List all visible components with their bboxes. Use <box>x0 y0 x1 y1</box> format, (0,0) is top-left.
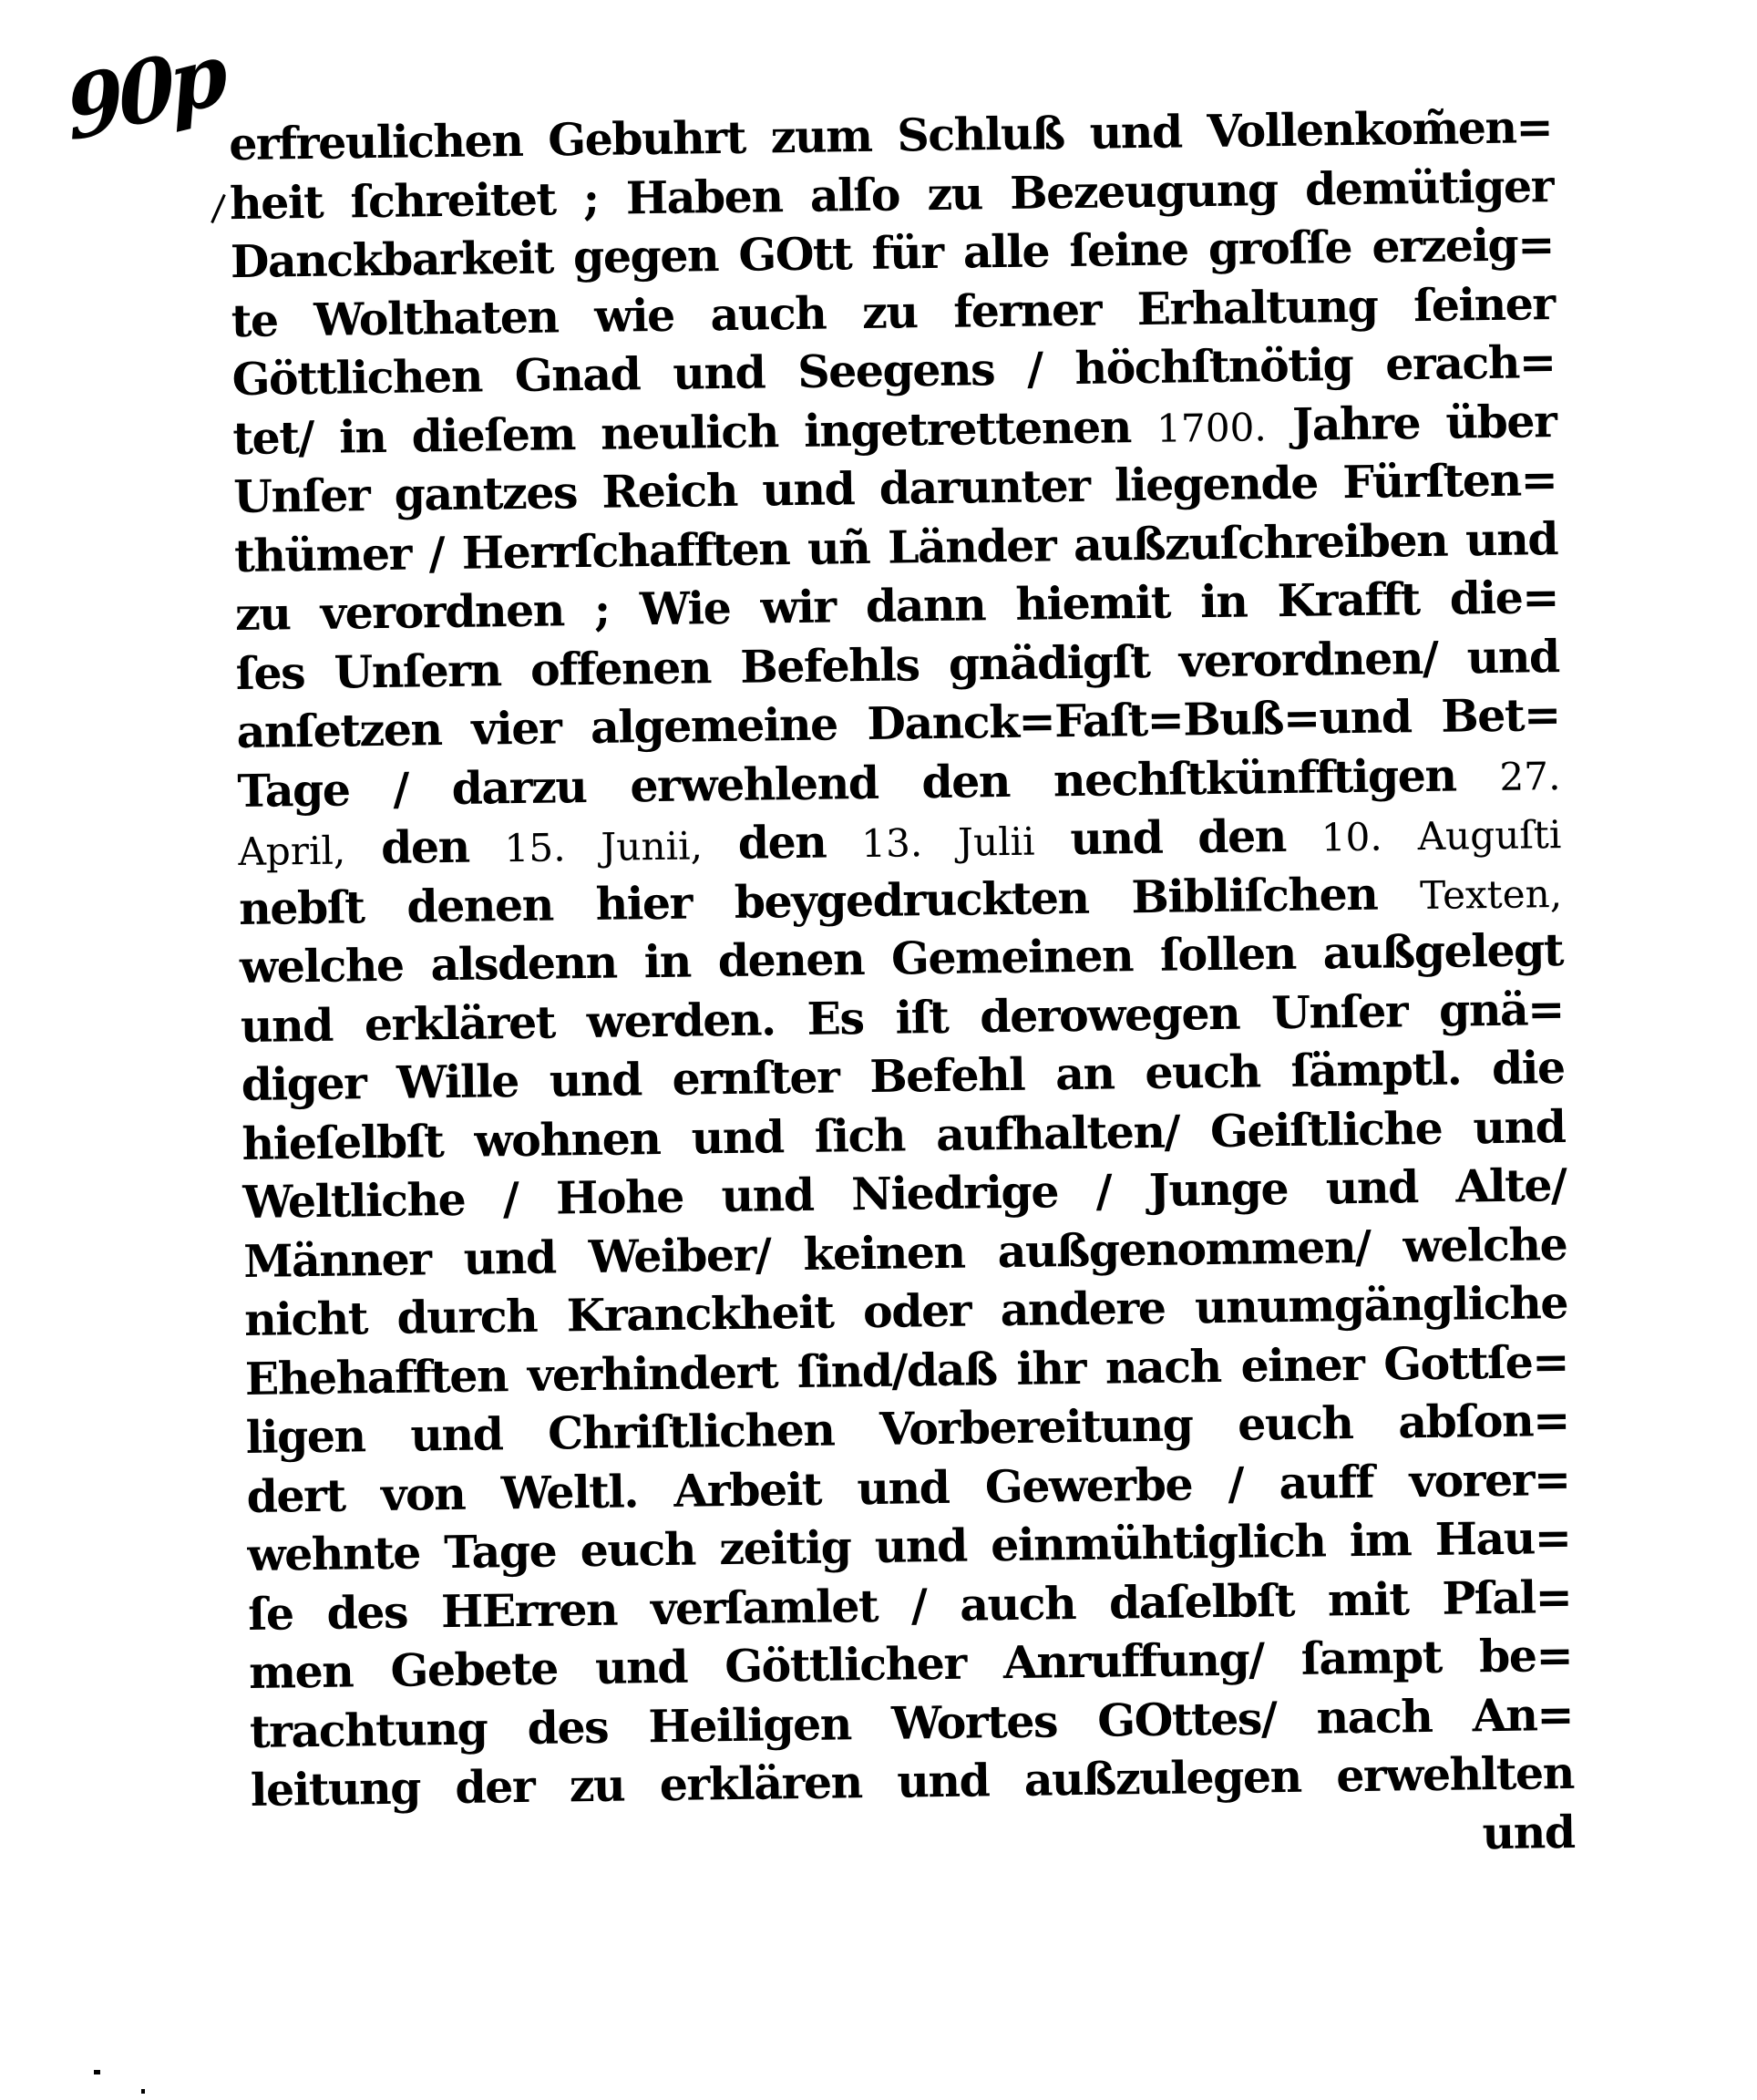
fraktur-text: nicht durch Kranckheit oder andere unumgängliche <box>243 1275 1568 1346</box>
antiqua-text: 15. <box>504 825 566 871</box>
fraktur-text: zu verordnen ; Wie wir dann hiemit in Krafft die= <box>234 571 1559 642</box>
fraktur-text: Göttlichen Gnad und Seegens / höchſtnötig erach= <box>231 335 1556 407</box>
antiqua-text: 13. <box>860 820 923 867</box>
fraktur-text: Danckbarkeit gegen GOtt für alle ſeine groſſe erzeig= <box>230 218 1555 289</box>
antiqua-text: 10. <box>1320 814 1383 860</box>
fraktur-text: anſetzen vier algemeine Danck=Faſt=Buß=und Bet= <box>236 688 1560 759</box>
fraktur-text: dert von Weltl. Arbeit und Gewerbe / auff vorer= <box>246 1452 1570 1523</box>
fraktur-text: Männer und Weiber/ keinen außgenommen/ welche <box>242 1217 1567 1288</box>
fraktur-text: ligen und Chriſtlichen Vorbereitung euch abſon= <box>245 1393 1570 1464</box>
fraktur-text: te Wolthaten wie auch zu ferner Erhaltung ſeiner <box>231 276 1556 347</box>
scan-speck <box>94 2070 100 2074</box>
antiqua-text: April, <box>238 828 346 875</box>
fraktur-text: wehnte Tage euch zeitig und einmühtiglich im Hau= <box>247 1510 1571 1581</box>
antiqua-text: Julii <box>957 818 1035 865</box>
fraktur-text: heit ſchreitet ; Haben alſo zu Bezeugung demütiger <box>229 159 1554 230</box>
fraktur-text: Jahre über <box>1266 394 1557 451</box>
fraktur-text: und den <box>1034 808 1322 866</box>
fraktur-text: leitung der zu erklären und außzulegen erwehlten <box>250 1745 1575 1817</box>
fraktur-text: Ehehafften verhindert ſind/daß ihr nach einer Gottſe= <box>244 1334 1569 1405</box>
fraktur-text: trachtung des Heiligen Wortes GOttes/ nach An= <box>249 1687 1574 1758</box>
fraktur-text <box>1382 808 1418 861</box>
fraktur-text: diger Wille und ernſter Befehl an euch ſämptl. die <box>241 1041 1565 1112</box>
fraktur-text <box>565 818 601 872</box>
text-block <box>229 98 1575 1879</box>
fraktur-text: hieſelbſt wohnen und ſich aufhalten/ Geiſtliche und <box>241 1099 1566 1170</box>
antiqua-text: 27. <box>1499 753 1561 799</box>
fraktur-text: thümer / Herrſchafften uñ Länder außzuſchreiben und <box>233 511 1558 582</box>
antiqua-text: Auguſti <box>1417 812 1562 860</box>
fraktur-text: ſes Unſern offenen Befehls gnädigſt verordnen/ und <box>235 629 1560 700</box>
fraktur-text: Unſer gantzes Reich und darunter liegende Fürſten= <box>232 453 1557 524</box>
antiqua-text: 1700. <box>1156 404 1268 451</box>
fraktur-text: Weltliche / Hohe und Niedrige / Junge und Alte/ <box>242 1158 1567 1229</box>
fraktur-text: men Gebete und Göttlicher Anruffung/ ſampt be= <box>248 1628 1573 1699</box>
fraktur-text: erfreulichen Gebuhrt zum Schluß und Vollenkom̃en= <box>228 100 1553 171</box>
handwritten-annotation: 90p <box>62 23 227 161</box>
scan-speck <box>141 2089 145 2094</box>
fraktur-text <box>922 814 959 868</box>
antiqua-text: Junii, <box>601 823 704 870</box>
antiqua-text: Texten, <box>1419 870 1563 918</box>
ink-stroke-mark <box>211 194 226 223</box>
fraktur-text: tet/ in dieſem neulich ingetrettenen <box>232 399 1157 465</box>
fraktur-text: den <box>702 815 862 870</box>
fraktur-text: Tage / darzu erwehlend den nechſtkünfftigen <box>237 747 1500 818</box>
fraktur-text: welche alsdenn in denen Gemeinen ſollen außgelegt <box>239 923 1564 994</box>
catchword: und <box>1482 1805 1575 1859</box>
fraktur-text: nebſt denen hier beygedruckten Bibliſchen <box>238 866 1421 935</box>
fraktur-text: und erkläret werden. Es iſt derowegen Unſer gnä= <box>240 982 1565 1053</box>
fraktur-text: ſe des HErren verſamlet / auch daſelbſt mit Pſal= <box>247 1570 1572 1641</box>
fraktur-text: den <box>344 819 505 875</box>
